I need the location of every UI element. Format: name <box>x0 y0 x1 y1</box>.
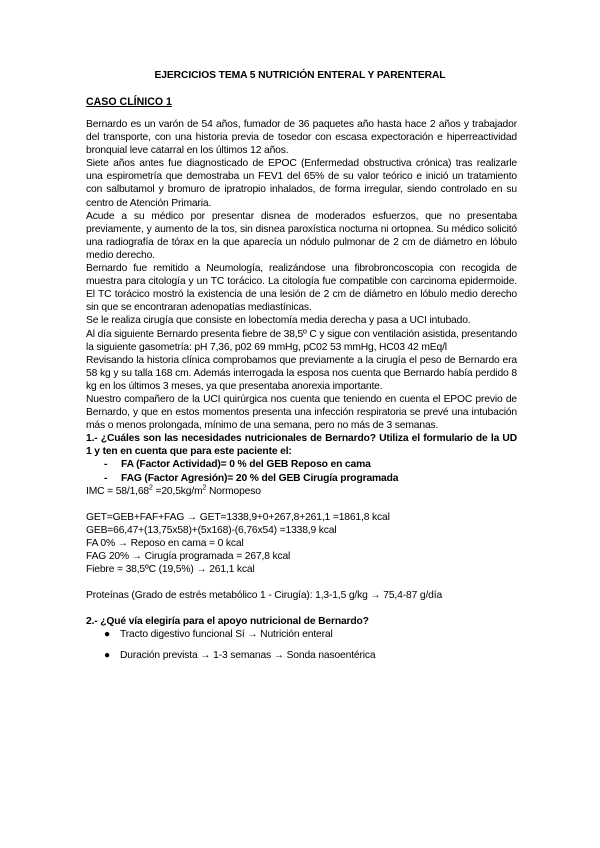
factor-item <box>86 458 517 471</box>
calc-line: FAG 20% → Cirugía programada = 267,8 kcal <box>86 551 291 562</box>
imc-line <box>86 485 517 498</box>
question-2: 2.- ¿Qué vía elegiría para el apoyo nutricional de Bernardo? <box>86 616 369 628</box>
dash-marker: - <box>104 472 108 484</box>
paragraph: Bernardo es un varón de 54 años, fumador de 36 paquetes año hasta hace 2 años y trabajador del transporte, con una historia previa de tosedor con escasa expectoración e hiperreactividad bronquial leve catarral en los últimos 12 años. <box>86 119 517 157</box>
calc-line: FA 0% → Reposo en cama = 0 kcal <box>86 537 244 549</box>
imc-exponent: 2 <box>149 484 153 492</box>
route-text: Tracto digestivo funcional Sí → Nutrición enteral <box>120 629 333 641</box>
document-body <box>86 118 517 663</box>
paragraph: Al día siguiente Bernardo presenta fiebre de 38,5º C y sigue con ventilación asistida, presentando la siguiente gasometría: pH 7,36, p02 69 mmHg, pC02 53 mmHg, HC03 42 mEq/l <box>86 328 517 353</box>
factor-text: FA (Factor Actividad)= 0 % del GEB Reposo en cama <box>121 459 371 471</box>
factor-item <box>86 472 517 485</box>
section-heading: CASO CLÍNICO 1 <box>86 96 172 108</box>
factor-text: FAG (Factor Agresión)= 20 % del GEB Cirugía programada <box>121 472 399 484</box>
factor-list <box>86 458 517 484</box>
calc-line: Fiebre = 38,5ºC (19,5%) → 261,1 kcal <box>86 564 255 576</box>
imc-unit-exponent: 2 <box>202 484 207 492</box>
route-item <box>86 649 517 662</box>
route-list <box>86 628 517 662</box>
document-title: EJERCICIOS TEMA 5 NUTRICIÓN ENTERAL Y PARENTERAL <box>154 70 446 81</box>
paragraph: Bernardo fue remitido a Neumología, realizándose una fibrobroncoscopia con recogida de muestra para citología y un TC torácico. La citología fue compatible con carcinoma epidermoide. El TC torácico mostró la existencia de una lesión de 2 cm de diámetro en lóbulo medio derecho sin que se encontraran adenopatías mediastínicas. <box>86 263 517 314</box>
paragraph: Se le realiza cirugía que consiste en lobectomía media derecha y pasa a UCI intubado. <box>86 315 471 327</box>
imc-value: =20,5kg/m <box>152 485 203 497</box>
paragraph: Siete años antes fue diagnosticado de EPOC (Enfermedad obstructiva crónica) tras realizarle una espirometría que demostraba un FEV1 del 65% de su valor teórico e inició un tratamiento con salbutamol y bromuro de ipratropio inhalados, de forma irregular, siendo controlado en su centro de Atención Primaria. <box>86 158 517 209</box>
paragraph: Acude a su médico por presentar disnea de moderados esfuerzos, que no presentaba previamente, y aumento de la tos, sin disnea paroxística nocturna ni ortopnea. Su médico solicitó una radiografía de tórax en la que aparecía un nódulo pulmonar de 2 cm de diámetro en lóbulo medio derecho. <box>86 210 517 261</box>
route-item <box>86 628 517 641</box>
imc-prefix: IMC = 58/1,68 <box>86 485 150 497</box>
imc-classification: Normopeso <box>206 485 261 497</box>
bullet-icon: ● <box>104 629 111 641</box>
calc-line: GET=GEB+FAF+FAG → GET=1338,9+0+267,8+261,1 =1861,8 kcal <box>86 511 390 523</box>
route-text: Duración prevista → 1-3 semanas → Sonda nasoentérica <box>120 650 376 662</box>
paragraph: Nuestro compañero de la UCI quirúrgica nos cuenta que teniendo en cuenta el EPOC previo de Bernardo, y que en estos momentos presenta una infección respiratoria se prevé una intubación más o menos prolongada, mínimo de una semana, pero no más de 3 semanas. <box>86 393 517 432</box>
proteins-line: Proteínas (Grado de estrés metabólico 1 - Cirugía): 1,3-1,5 g/kg → 75,4-87 g/día <box>86 590 443 602</box>
question-1: 1.- ¿Cuáles son las necesidades nutricionales de Bernardo? Utiliza el formulario de la UD 1 y ten en cuenta que para este paciente el: <box>86 433 517 458</box>
dash-marker: - <box>104 459 108 471</box>
paragraph: Revisando la historia clínica comprobamos que previamente a la cirugía el peso de Bernardo era 58 kg y su talla 168 cm. Además interrogada la esposa nos cuenta que Bernardo había perdido 8 kg en los últimos 3 meses, ya que presentaba anorexia importante. <box>86 354 517 392</box>
calc-line: GEB=66,47+(13,75x58)+(5x168)-(6,76x54) =1338,9 kcal <box>86 524 337 536</box>
bullet-icon: ● <box>104 650 111 662</box>
